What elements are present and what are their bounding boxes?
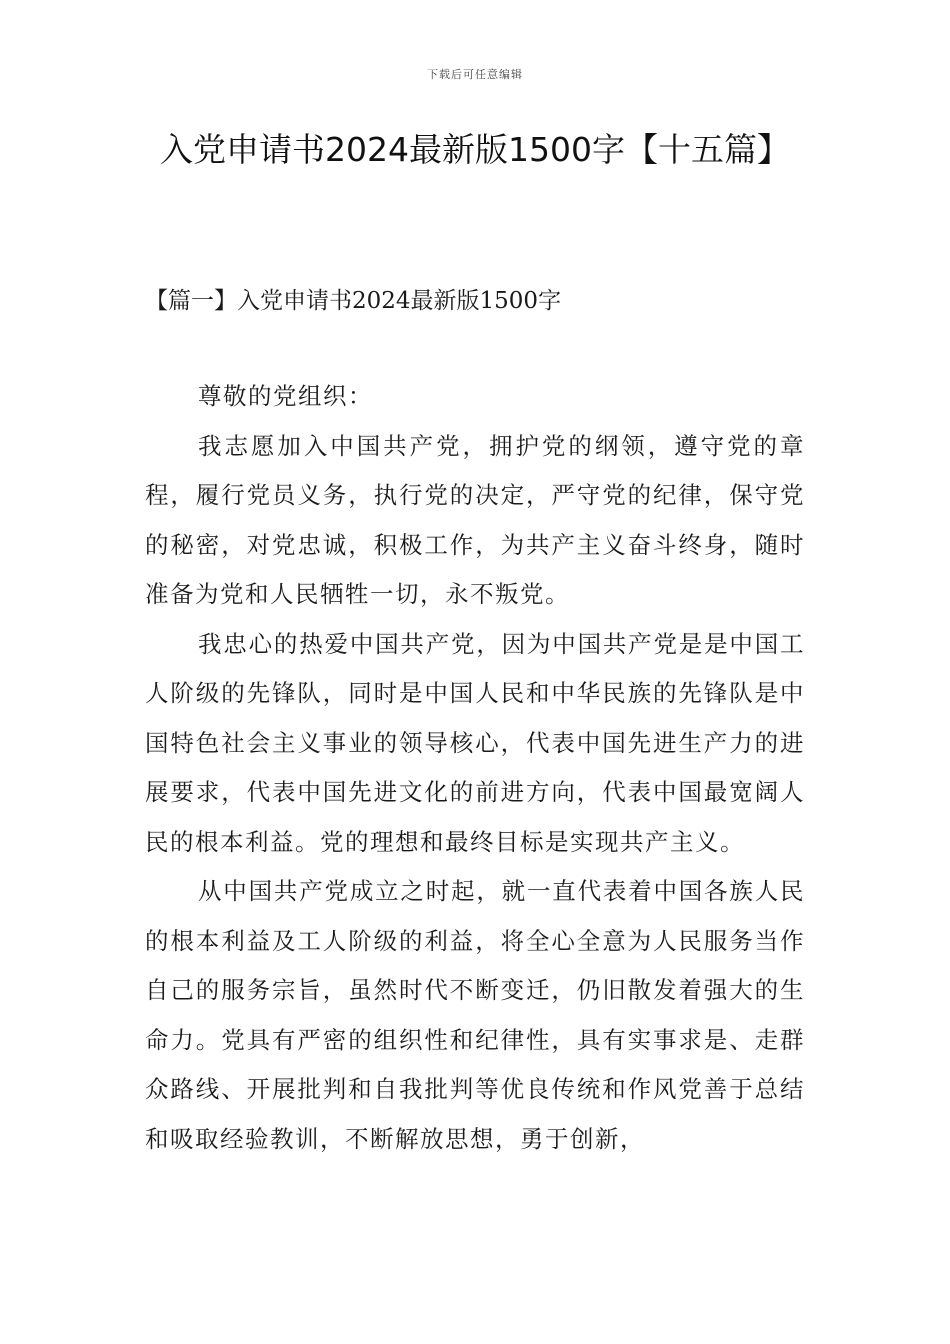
- header-watermark: 下载后可任意编辑: [427, 68, 523, 81]
- paragraph-2: 我忠心的热爱中国共产党，因为中国共产党是是中国工人阶级的先锋队，同时是中国人民和中华民族的先锋队是中国特色社会主义事业的领导核心，代表中国先进生产力的进展要求，代表中国先进文化的前进方向，代表中国最宽阔人民的根本利益。党的理想和最终目标是实现共产主义。: [145, 629, 805, 856]
- section-heading: 【篇一】入党申请书2024最新版1500字: [145, 288, 562, 314]
- paragraph-3: 从中国共产党成立之时起，就一直代表着中国各族人民的根本利益及工人阶级的利益，将全心全意为人民服务当作自己的服务宗旨，虽然时代不断变迁，仍旧散发着强大的生命力。党具有严密的组织性和纪律性，具有实事求是、走群众路线、开展批判和自我批判等优良传统和作风党善于总结和吸取经验教训，不断解放思想，勇于创新，: [145, 877, 805, 1153]
- paragraph-1: 我志愿加入中国共产党，拥护党的纲领，遵守党的章程，履行党员义务，执行党的决定，严守党的纪律，保守党的秘密，对党忠诚，积极工作，为共产主义奋斗终身，随时准备为党和人民牺牲一切，永不叛党。: [145, 431, 805, 608]
- document-title: 入党申请书2024最新版1500字【十五篇】: [160, 130, 790, 169]
- document-body: [145, 372, 805, 1164]
- salutation: 尊敬的党组织：: [198, 382, 373, 410]
